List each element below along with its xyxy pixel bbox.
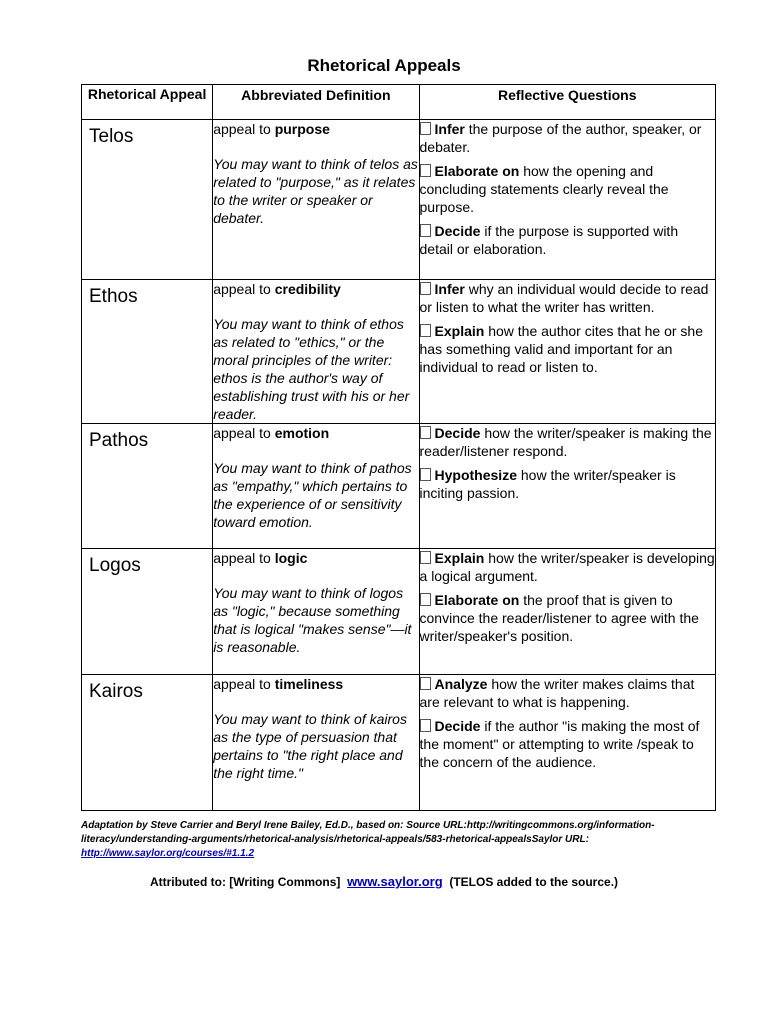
checkbox-icon: [420, 122, 431, 135]
header-abbreviated-definition: Abbreviated Definition: [213, 85, 419, 120]
checkbox-icon: [420, 282, 431, 295]
reflective-question: [420, 591, 715, 645]
appeal-name: Telos: [89, 126, 134, 147]
definition-note: You may want to think of kairos as the type of persuasion that pertains to "the right place and the right time.": [213, 711, 407, 781]
definition-cell: [213, 120, 419, 280]
definition-keyword: credibility: [274, 281, 341, 297]
definition-note: You may want to think of pathos as "empathy," which pertains to the experience of or sensitivity toward emotion.: [213, 460, 412, 530]
appeal-name: Ethos: [89, 286, 138, 307]
questions-cell: [419, 424, 715, 549]
table-row: [82, 280, 716, 424]
source-footnote: [81, 819, 701, 861]
questions-cell: [419, 280, 715, 424]
saylor-course-link[interactable]: http://www.saylor.org/courses/#1.1.2: [81, 848, 255, 859]
definition-prefix: appeal to: [213, 121, 275, 137]
attribution-suffix: (TELOS added to the source.): [449, 875, 619, 889]
rhetorical-appeals-table: [81, 84, 716, 811]
question-text: the purpose of the author, speaker, or debater.: [419, 121, 702, 155]
table-row: [82, 120, 716, 280]
definition-lead: [213, 280, 418, 298]
question-verb: Infer: [434, 281, 465, 297]
appeal-name: Logos: [89, 555, 141, 576]
question-text: how the author cites that he or she has something valid and important for an individual to read or listen to.: [419, 323, 704, 375]
question-verb: Decide: [434, 718, 481, 734]
definition-keyword: purpose: [274, 121, 330, 137]
checkbox-icon: [420, 426, 431, 439]
checkbox-icon: [420, 593, 431, 606]
footnote-text: Adaptation by Steve Carrier and Beryl Irene Bailey, Ed.D., based on: Source URL:http://writingcommons.org/information-literacy/understanding-arguments/rhetorical-analysis/rhetorical-appeals/583-rhetorical-appealsSaylor URL:: [81, 820, 655, 845]
checkbox-icon: [420, 324, 431, 337]
question-text: how the writer/speaker is developing a logical argument.: [419, 550, 715, 584]
reflective-question: [420, 549, 715, 585]
definition-keyword: emotion: [274, 425, 330, 441]
page-title: Rhetorical Appeals: [307, 56, 461, 75]
question-text: how the opening and concluding statements clearly reveal the purpose.: [419, 163, 669, 215]
appeal-name: Kairos: [89, 681, 143, 702]
definition-cell: [213, 280, 419, 424]
question-text: how the writer/speaker is inciting passion.: [419, 467, 676, 501]
header-reflective-questions: Reflective Questions: [419, 85, 715, 120]
question-verb: Elaborate on: [434, 163, 520, 179]
reflective-question: [420, 424, 715, 460]
checkbox-icon: [420, 551, 431, 564]
appeal-name-cell: [82, 549, 213, 675]
reflective-question: [420, 717, 715, 771]
question-text: why an individual would decide to read or listen to what the writer has written.: [419, 281, 709, 315]
question-text: how the writer makes claims that are relevant to what is happening.: [419, 676, 695, 710]
question-verb: Explain: [434, 550, 485, 566]
questions-cell: [419, 549, 715, 675]
checkbox-icon: [420, 164, 431, 177]
appeal-name-cell: [82, 424, 213, 549]
question-text: if the author "is making the most of the moment" or attempting to write /speak to the concern of the audience.: [419, 718, 700, 770]
question-verb: Decide: [434, 223, 481, 239]
questions-cell: [419, 120, 715, 280]
reflective-question: [420, 120, 715, 156]
checkbox-icon: [420, 677, 431, 690]
definition-cell: [213, 549, 419, 675]
table-row: [82, 675, 716, 811]
questions-cell: [419, 675, 715, 811]
attribution-prefix: Attributed to: [Writing Commons]: [149, 875, 341, 889]
definition-prefix: appeal to: [213, 676, 275, 692]
definition-note: You may want to think of telos as related to "purpose," as it relates to the writer or speaker or debater.: [213, 156, 418, 226]
reflective-question: [420, 280, 715, 316]
definition-lead: [213, 424, 418, 442]
definition-note: You may want to think of ethos as related to "ethics," or the moral principles of the writer: ethos is the author's way of establishing trust with his or her reader.: [213, 316, 410, 422]
question-verb: Infer: [434, 121, 465, 137]
definition-note: You may want to think of logos as "logic," because something that is logical "makes sense"—it is reasonable.: [213, 585, 412, 655]
reflective-question: [420, 162, 715, 216]
question-text: the proof that is given to convince the reader/listener to agree with the writer/speaker's position.: [419, 592, 699, 644]
saylor-link[interactable]: www.saylor.org: [347, 874, 443, 889]
reflective-question: [420, 675, 715, 711]
table-row: [82, 424, 716, 549]
reflective-question: [420, 322, 715, 376]
checkbox-icon: [420, 224, 431, 237]
question-verb: Elaborate on: [434, 592, 520, 608]
definition-prefix: appeal to: [213, 425, 275, 441]
definition-prefix: appeal to: [213, 550, 275, 566]
definition-cell: [213, 675, 419, 811]
question-text: if the purpose is supported with detail or elaboration.: [419, 223, 679, 257]
reflective-question: [420, 222, 715, 258]
header-rhetorical-appeal: Rhetorical Appeal: [82, 85, 213, 120]
definition-prefix: appeal to: [213, 281, 275, 297]
question-verb: Explain: [434, 323, 485, 339]
table-row: [82, 549, 716, 675]
question-text: how the writer/speaker is making the reader/listener respond.: [419, 425, 712, 459]
definition-keyword: logic: [274, 550, 308, 566]
reflective-question: [420, 466, 715, 502]
definition-lead: [213, 675, 418, 693]
table-header-row: [82, 85, 716, 120]
appeal-name-cell: [82, 675, 213, 811]
question-verb: Hypothesize: [434, 467, 517, 483]
definition-lead: [213, 549, 418, 567]
definition-keyword: timeliness: [274, 676, 344, 692]
question-verb: Decide: [434, 425, 481, 441]
question-verb: Analyze: [434, 676, 488, 692]
appeal-name-cell: [82, 120, 213, 280]
definition-cell: [213, 424, 419, 549]
definition-lead: [213, 120, 418, 138]
attribution-line: [0, 874, 768, 889]
checkbox-icon: [420, 719, 431, 732]
appeal-name: Pathos: [89, 430, 149, 451]
appeal-name-cell: [82, 280, 213, 424]
checkbox-icon: [420, 468, 431, 481]
